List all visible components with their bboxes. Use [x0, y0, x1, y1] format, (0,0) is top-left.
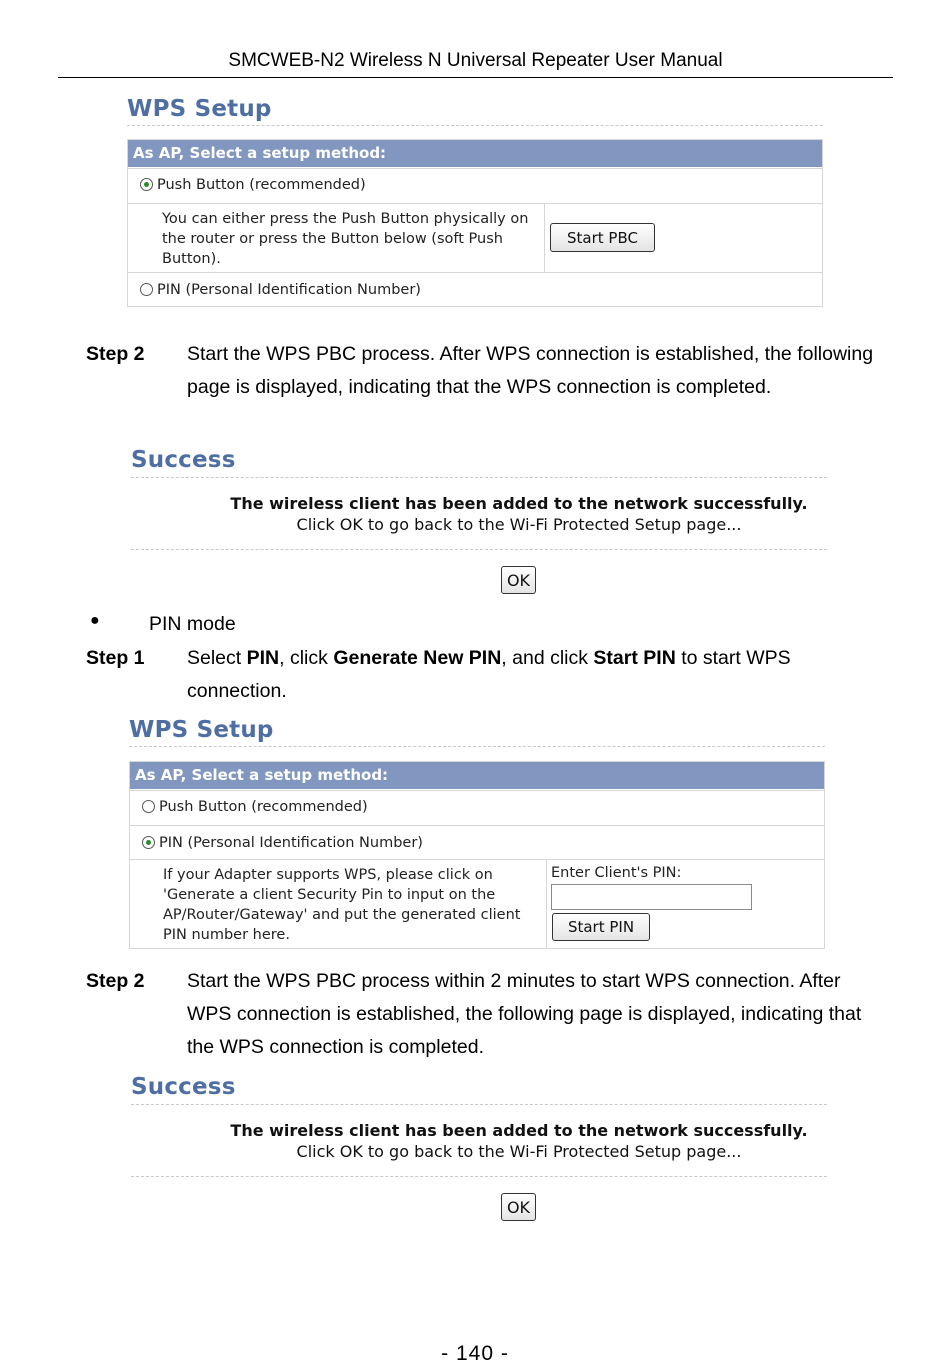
title-divider: [127, 125, 823, 126]
success-message-bold: The wireless client has been added to the network successfully.: [230, 494, 808, 513]
manual-header: SMCWEB-N2 Wireless N Universal Repeater User Manual: [228, 50, 723, 71]
success-instruction: Click OK to go back to the Wi-Fi Protected Setup page...: [296, 1142, 742, 1161]
push-button-label: Push Button (recommended): [159, 799, 368, 815]
push-button-desc-row: [128, 203, 822, 272]
pin-label: PIN (Personal Identification Number): [157, 282, 421, 298]
client-pin-input[interactable]: [551, 884, 752, 910]
success-instruction: Click OK to go back to the Wi-Fi Protected Setup page...: [296, 515, 742, 534]
push-button-radio-icon[interactable]: [140, 178, 153, 191]
ok-button[interactable]: OK: [501, 566, 536, 594]
pin-row[interactable]: [130, 825, 824, 859]
success-title: Success: [131, 447, 236, 473]
header-rule: [58, 77, 893, 78]
push-button-row[interactable]: [130, 790, 824, 825]
wps-method-table: [127, 139, 823, 307]
pin-radio-icon[interactable]: [142, 836, 155, 849]
push-button-radio-icon[interactable]: [142, 800, 155, 813]
page-number: - 140 -: [441, 1342, 509, 1365]
pin-row[interactable]: [128, 272, 822, 307]
pin-entry-row: [130, 859, 824, 949]
step-text-part: to start WPS connection.: [187, 647, 791, 702]
success-title: Success: [131, 1074, 236, 1100]
wps-setup-title: WPS Setup: [127, 96, 272, 122]
pin-description: If your Adapter supports WPS, please click on 'Generate a client Security Pin to input on the AP/Router/Gateway' and put the generated client PIN number here.: [163, 867, 521, 943]
step-text-part: , and click: [501, 647, 594, 669]
generate-new-pin-keyword: Generate New PIN: [333, 647, 502, 669]
wps-method-table: [129, 761, 825, 949]
content-divider: [131, 549, 827, 550]
pin-label: PIN (Personal Identification Number): [159, 835, 423, 851]
column-divider: [544, 204, 545, 272]
column-divider: [546, 860, 547, 949]
title-divider: [131, 1104, 827, 1105]
start-pin-keyword: Start PIN: [593, 647, 676, 669]
push-button-option[interactable]: [142, 799, 368, 815]
title-divider: [129, 746, 825, 747]
push-button-row[interactable]: [128, 168, 822, 203]
step-text: Start the WPS PBC process within 2 minutes to start WPS connection. After WPS connection is established, the following page is displayed, indicating that the WPS connection is completed.: [187, 970, 862, 1058]
success-message-bold: The wireless client has been added to the network successfully.: [230, 1121, 808, 1140]
table-header: As AP, Select a setup method:: [128, 140, 822, 168]
step-text-part: , click: [279, 647, 334, 669]
step-text: Start the WPS PBC process. After WPS connection is established, the following page is displayed, indicating that the WPS connection is completed.: [187, 343, 874, 398]
pin-radio-icon[interactable]: [140, 283, 153, 296]
pin-option[interactable]: [140, 282, 421, 298]
push-button-option[interactable]: [140, 177, 366, 193]
enter-pin-label: Enter Client's PIN:: [551, 865, 682, 881]
step-label: Step 1: [86, 647, 145, 669]
title-divider: [131, 477, 827, 478]
pin-mode-heading: PIN mode: [149, 613, 236, 635]
push-button-description: You can either press the Push Button physically on the router or press the Button below (soft Push Button).: [162, 211, 529, 267]
pin-option[interactable]: [142, 835, 423, 851]
wps-setup-title: WPS Setup: [129, 717, 274, 743]
step-text: [187, 642, 877, 708]
pin-keyword: PIN: [246, 647, 280, 669]
step-label: Step 2: [86, 343, 145, 365]
step-text-part: Select: [187, 647, 247, 669]
ok-button[interactable]: OK: [501, 1193, 536, 1221]
start-pbc-button[interactable]: Start PBC: [550, 223, 655, 252]
push-button-label: Push Button (recommended): [157, 177, 366, 193]
bullet-icon: ●: [90, 612, 100, 629]
content-divider: [131, 1176, 827, 1177]
step-label: Step 2: [86, 970, 145, 992]
start-pin-button[interactable]: Start PIN: [552, 913, 650, 941]
table-header: As AP, Select a setup method:: [130, 762, 824, 790]
